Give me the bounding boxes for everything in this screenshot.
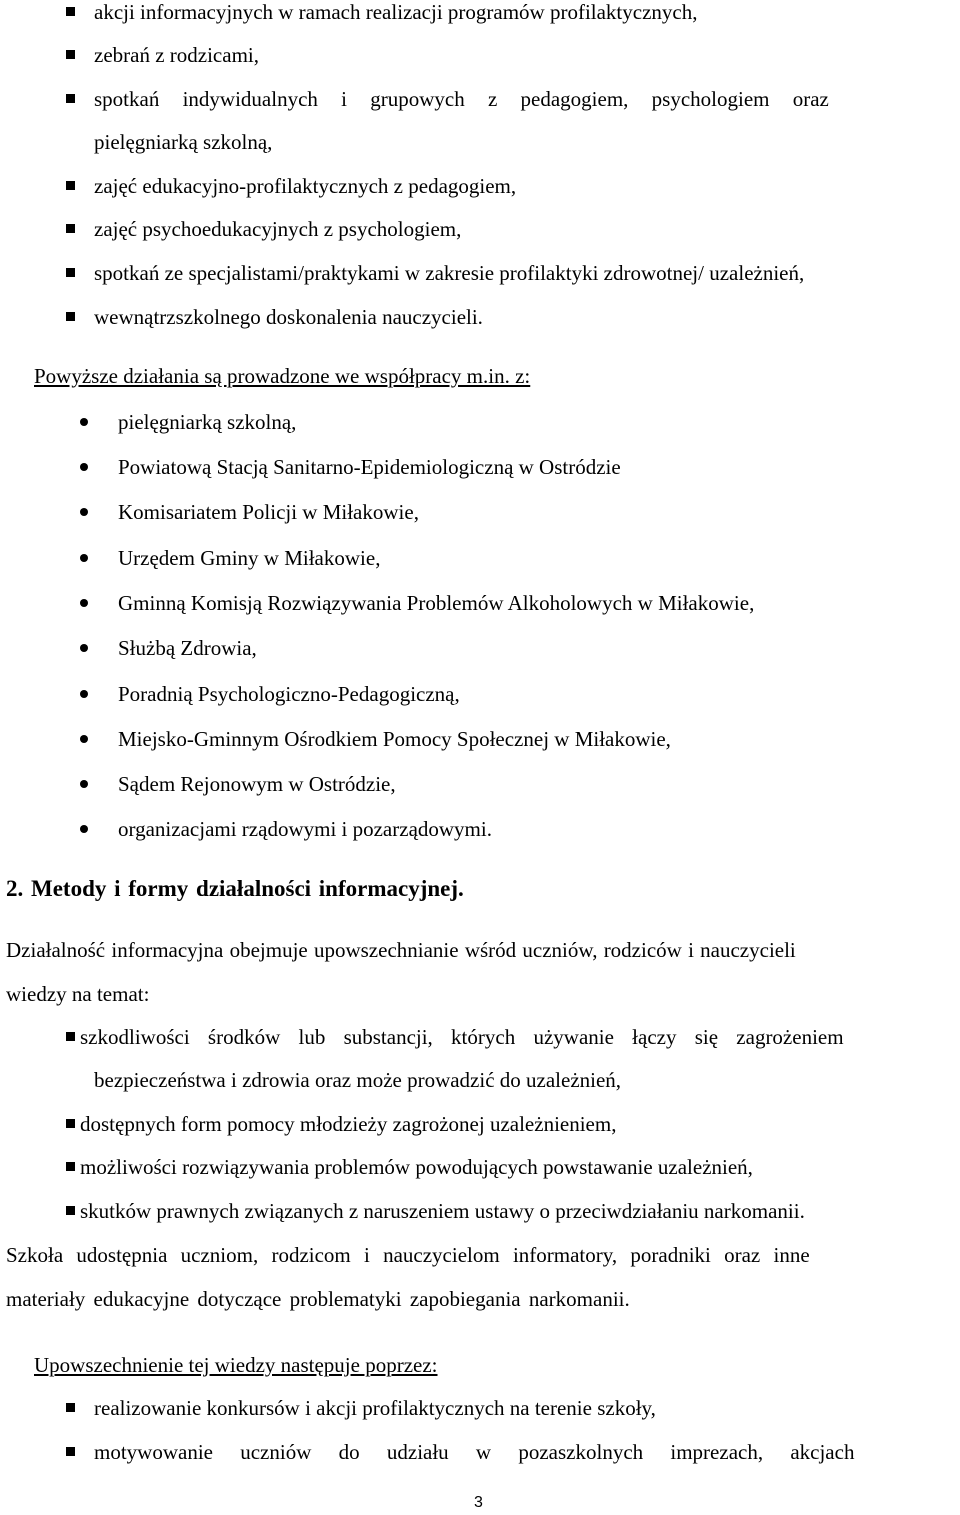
round-bullet-icon [80, 554, 88, 562]
list-item [0, 261, 960, 291]
list-item-text: zajęć edukacyjno-profilaktycznych z pedagogiem, [94, 174, 517, 198]
list-item [0, 1112, 960, 1142]
list-item [0, 1199, 960, 1229]
list-item [0, 727, 960, 757]
list-item [0, 174, 960, 204]
list-item-text: realizowanie konkursów i akcji profilaktycznych na terenie szkoły, [94, 1396, 656, 1420]
list-item [0, 87, 960, 117]
list-item-text: bezpieczeństwa i zdrowia oraz może prowadzić do uzależnień, [94, 1068, 622, 1092]
list-item-text: pielęgniarką szkolną, [94, 130, 273, 154]
list-item [0, 682, 960, 712]
list-item-text: Gminną Komisją Rozwiązywania Problemów Alkoholowych w Miłakowie, [118, 591, 755, 615]
list-item-text: akcji informacyjnych w ramach realizacji programów profilaktycznych, [94, 0, 698, 24]
list-item-text: skutków prawnych związanych z naruszeniem ustawy o przeciwdziałaniu narkomanii. [80, 1199, 805, 1223]
round-bullet-icon [80, 690, 88, 698]
list-item-text: Powiatową Stacją Sanitarno-Epidemiologiczną w Ostródzie [118, 455, 621, 479]
list-item [0, 455, 960, 485]
list-item-text: Sądem Rejonowym w Ostródzie, [118, 772, 396, 796]
square-bullet-icon [66, 1403, 75, 1412]
info-paragraph-line: wiedzy na temat: [6, 982, 150, 1006]
list-item [0, 636, 960, 666]
list-item [0, 0, 960, 30]
list-item-text: pielęgniarką szkolną, [118, 410, 297, 434]
list-item-text: spotkań indywidualnych i grupowych z pedagogiem, psychologiem oraz [94, 87, 829, 111]
square-bullet-icon [66, 7, 75, 16]
cooperation-heading: Powyższe działania są prowadzone we współpracy m.in. z: [34, 364, 531, 388]
square-bullet-icon [66, 1119, 75, 1128]
list-item-text: dostępnych form pomocy młodzieży zagrożonej uzależnieniem, [80, 1112, 617, 1136]
school-paragraph-line: Szkoła udostępnia uczniom, rodzicom i nauczycielom informatory, poradniki oraz inne [6, 1243, 810, 1267]
square-bullet-icon [66, 94, 75, 103]
round-bullet-icon [80, 599, 88, 607]
list-item [0, 410, 960, 440]
list-item-text: możliwości rozwiązywania problemów powodujących powstawanie uzależnień, [80, 1155, 753, 1179]
list-item-text: szkodliwości środków lub substancji, których używanie łączy się zagrożeniem [80, 1025, 844, 1049]
square-bullet-icon [66, 312, 75, 321]
round-bullet-icon [80, 735, 88, 743]
list-item [0, 1155, 960, 1185]
list-item [0, 591, 960, 621]
list-item-text: Urzędem Gminy w Miłakowie, [118, 546, 381, 570]
round-bullet-icon [80, 825, 88, 833]
round-bullet-icon [80, 463, 88, 471]
list-item [0, 217, 960, 247]
square-bullet-icon [66, 224, 75, 233]
square-bullet-icon [66, 1206, 75, 1215]
list-item-text: Poradnią Psychologiczno-Pedagogiczną, [118, 682, 460, 706]
list-item-text: motywowanie uczniów do udziału w pozaszkolnych imprezach, akcjach [94, 1440, 855, 1464]
list-item [0, 772, 960, 802]
list-item [0, 817, 960, 847]
list-item-text: zajęć psychoedukacyjnych z psychologiem, [94, 217, 462, 241]
list-item [0, 305, 960, 335]
list-item [0, 1440, 960, 1470]
list-item-text: wewnątrzszkolnego doskonalenia nauczycieli. [94, 305, 483, 329]
dissemination-heading: Upowszechnienie tej wiedzy następuje poprzez: [34, 1353, 438, 1377]
list-item [0, 546, 960, 576]
list-item-text: organizacjami rządowymi i pozarządowymi. [118, 817, 492, 841]
list-item-continuation [0, 1068, 960, 1098]
list-item [0, 1396, 960, 1426]
school-paragraph-line: materiały edukacyjne dotyczące problematyki zapobiegania narkomanii. [6, 1287, 630, 1311]
round-bullet-icon [80, 644, 88, 652]
square-bullet-icon [66, 1447, 75, 1456]
list-item-text: Służbą Zdrowia, [118, 636, 257, 660]
info-paragraph-line: Działalność informacyjna obejmuje upowszechnianie wśród uczniów, rodziców i nauczycieli [6, 938, 796, 962]
round-bullet-icon [80, 418, 88, 426]
square-bullet-icon [66, 268, 75, 277]
list-item-text: Miejsko-Gminnym Ośrodkiem Pomocy Społecznej w Miłakowie, [118, 727, 671, 751]
list-item [0, 500, 960, 530]
square-bullet-icon [66, 1162, 75, 1171]
page-number: 3 [474, 1494, 483, 1511]
list-item-continuation [0, 130, 960, 160]
square-bullet-icon [66, 181, 75, 190]
round-bullet-icon [80, 508, 88, 516]
square-bullet-icon [66, 1032, 75, 1041]
round-bullet-icon [80, 780, 88, 788]
list-item-text: Komisariatem Policji w Miłakowie, [118, 500, 419, 524]
list-item-text: spotkań ze specjalistami/praktykami w zakresie profilaktyki zdrowotnej/ uzależnień, [94, 261, 805, 285]
list-item [0, 43, 960, 73]
list-item [0, 1025, 960, 1055]
section-heading: 2. Metody i formy działalności informacyjnej. [6, 876, 464, 901]
square-bullet-icon [66, 50, 75, 59]
list-item-text: zebrań z rodzicami, [94, 43, 259, 67]
